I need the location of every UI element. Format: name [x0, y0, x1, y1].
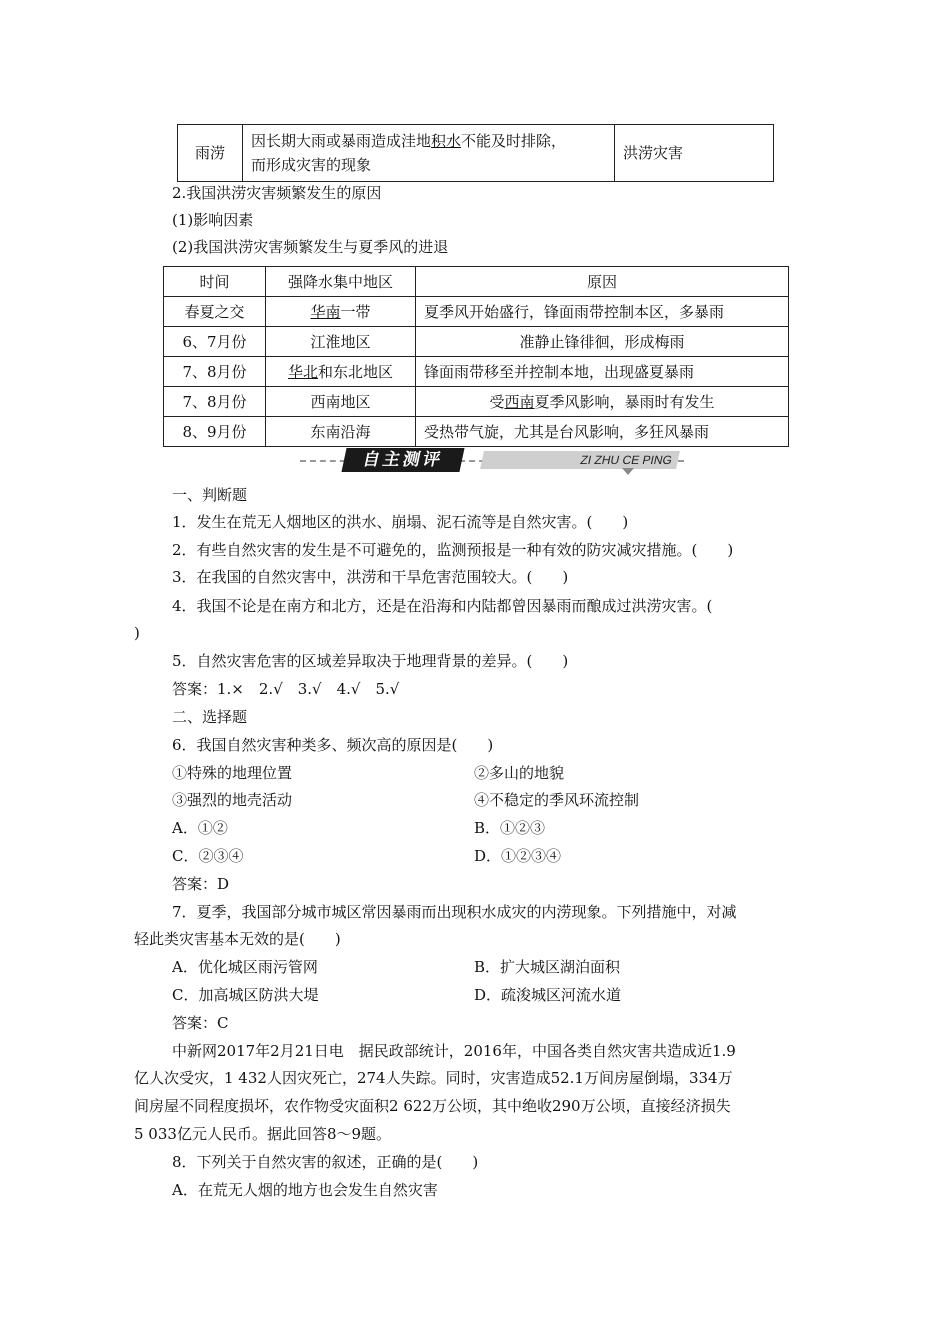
monsoon-rain-table: [163, 266, 789, 447]
banner-subtitle: ZI ZHU CE PING: [480, 451, 680, 469]
flood-type-table: [177, 124, 774, 182]
option: ①特殊的地理位置: [172, 764, 293, 782]
option: C．②③④: [172, 847, 244, 865]
option: B．扩大城区湖泊面积: [474, 958, 621, 976]
question: 6．我国自然灾害种类多、频次高的原因是( ): [172, 736, 494, 754]
question: 3．在我国的自然灾害中，洪涝和干旱危害范围较大。( ): [172, 568, 569, 586]
part-heading: 二、选择题: [172, 708, 248, 726]
answer: 答案：C: [172, 1014, 229, 1032]
option: C．加高城区防洪大堤: [172, 986, 319, 1004]
passage-line: 亿人次受灾，1 432人因灾死亡，274人失踪。同时，灾害造成52.1万间房屋倒塌，334万: [134, 1069, 733, 1087]
section-banner: [300, 448, 684, 474]
question: 8．下列关于自然灾害的叙述，正确的是( ): [172, 1153, 479, 1171]
hazard-name-cell: 雨涝: [178, 125, 243, 182]
option: A．①②: [172, 819, 228, 837]
table-header: 强降水集中地区: [266, 267, 416, 297]
hazard-description-cell: 因长期大雨或暴雨造成洼地积水不能及时排除， 而形成灾害的现象: [243, 125, 615, 182]
answer: 答案：1.× 2.√ 3.√ 4.√ 5.√: [172, 680, 400, 698]
hazard-category-cell: 洪涝灾害: [615, 125, 774, 182]
option: A．优化城区雨污管网: [172, 958, 318, 976]
banner-title: 自主测评: [341, 448, 464, 472]
table-row: 6、7月份 江淮地区 准静止锋徘徊，形成梅雨: [164, 327, 789, 357]
question: 5．自然灾害危害的区域差异取决于地理背景的差异。( ): [172, 652, 569, 670]
passage-line: 5 033亿元人民币。据此回答8～9题。: [134, 1125, 392, 1143]
option: ③强烈的地壳活动: [172, 791, 293, 809]
sub-item: (2)我国洪涝灾害频繁发生与夏季风的进退: [172, 238, 449, 256]
table-header: 时间: [164, 267, 266, 297]
option: D．疏浚城区河流水道: [474, 986, 622, 1004]
table-header: 原因: [416, 267, 789, 297]
option: A．在荒无人烟的地方也会发生自然灾害: [172, 1181, 438, 1199]
table-row: 春夏之交 华南一带 夏季风开始盛行，锋面雨带控制本区，多暴雨: [164, 297, 789, 327]
option: D．①②③④: [474, 847, 562, 865]
option: ②多山的地貌: [474, 764, 565, 782]
table-row: 7、8月份 西南地区 受西南夏季风影响，暴雨时有发生: [164, 387, 789, 417]
question: 4．我国不论是在南方和北方，还是在沿海和内陆都曾因暴雨而酿成过洪涝灾害。(: [172, 597, 713, 615]
question: 1．发生在荒无人烟地区的洪水、崩塌、泥石流等是自然灾害。( ): [172, 513, 629, 531]
answer: 答案：D: [172, 875, 230, 893]
table-row: 8、9月份 东南沿海 受热带气旋，尤其是台风影响，多狂风暴雨: [164, 417, 789, 447]
part-heading: 一、判断题: [172, 486, 248, 504]
sub-item: (1)影响因素: [172, 211, 254, 229]
passage-line: 中新网2017年2月21日电 据民政部统计，2016年，中国各类自然灾害共造成近1.9: [172, 1042, 736, 1060]
table-row: 7、8月份 华北和东北地区 锋面雨带移至并控制本地，出现盛夏暴雨: [164, 357, 789, 387]
option: ④不稳定的季风环流控制: [474, 791, 640, 809]
section-heading: 2.我国洪涝灾害频繁发生的原因: [172, 184, 382, 202]
question: 2．有些自然灾害的发生是不可避免的，监测预报是一种有效的防灾减灾措施。( ): [172, 541, 734, 559]
passage-line: 间房屋不同程度损坏，农作物受灾面积2 622万公顷，其中绝收290万公顷，直接经济损失: [134, 1097, 731, 1115]
question: 7．夏季，我国部分城市城区常因暴雨而出现积水成灾的内涝现象。下列措施中，对减: [172, 903, 737, 921]
chevron-down-icon: [622, 468, 634, 476]
question: 轻此类灾害基本无效的是( ): [134, 930, 341, 948]
option: B．①②③: [474, 819, 546, 837]
question-tail: ): [134, 624, 140, 642]
